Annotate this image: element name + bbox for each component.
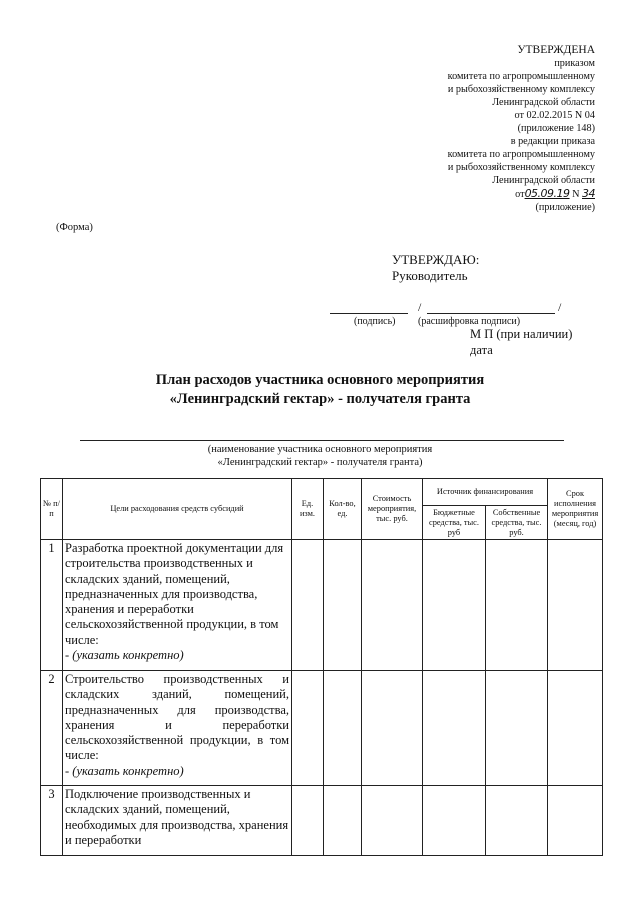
approval-line: и рыбохозяйственному комплексу <box>447 84 595 95</box>
cell-unit <box>292 671 324 786</box>
approval-line: (приложение 148) <box>517 123 595 134</box>
cell-own <box>486 786 548 856</box>
header-unit: Ед. изм. <box>292 479 324 540</box>
table-row <box>41 671 603 786</box>
approval-line: приказом <box>554 58 595 69</box>
handwritten-date: 05.09.19 <box>524 187 570 200</box>
participant-name-line <box>80 440 564 441</box>
number-prefix: N <box>572 189 580 200</box>
date-label: дата <box>470 343 493 357</box>
approval-line: комитета по агропромышленному <box>447 149 595 160</box>
cell-qty <box>324 786 362 856</box>
title-line-2: «Ленинградский гектар» - получателя гранта <box>169 391 471 407</box>
header-qty: Кол-во, ед. <box>324 479 362 540</box>
cell-budget <box>423 671 486 786</box>
participant-name-caption <box>80 443 560 469</box>
slash-2: / <box>558 300 562 314</box>
header-budget: Бюджетные средства, тыс. руб <box>423 506 486 540</box>
approval-header <box>448 44 595 214</box>
head-title: Руководитель <box>392 268 468 283</box>
expenses-table <box>40 478 603 856</box>
approval-line: комитета по агропромышленному <box>447 71 595 82</box>
slash-1: / <box>418 300 422 314</box>
cell-qty <box>324 540 362 671</box>
header-own: Собственные средства, тыс. руб. <box>486 506 548 540</box>
document-title <box>0 371 640 409</box>
cell-qty <box>324 671 362 786</box>
approval-line: Ленинградской области <box>492 97 595 108</box>
header-source: Источник финансирования <box>423 479 548 506</box>
approval-line: Ленинградской области <box>492 175 595 186</box>
handwritten-number: 34 <box>582 187 595 200</box>
seal-label: М П (при наличии) <box>470 327 573 341</box>
header-num: № п/п <box>41 479 63 540</box>
row-goal <box>63 786 292 856</box>
goal-specify: - (указать конкретно) <box>65 763 184 778</box>
row-goal <box>63 671 292 786</box>
approval-date-line <box>448 187 595 201</box>
cell-budget <box>423 540 486 671</box>
cell-term <box>548 671 603 786</box>
decoding-caption: (расшифровка подписи) <box>418 316 521 327</box>
approve-block <box>392 252 479 284</box>
cell-own <box>486 671 548 786</box>
cell-cost <box>362 671 423 786</box>
header-cost: Стоимость мероприятия, тыс. руб. <box>362 479 423 540</box>
approval-line: и рыбохозяйственному комплексу <box>447 162 595 173</box>
signature-line <box>330 313 408 314</box>
approval-title: УТВЕРЖДЕНА <box>517 44 595 56</box>
row-goal <box>63 540 292 671</box>
goal-text: Подключение производственных и складских зданий, помещений, необходимых для производства, хранения и переработки <box>65 787 289 847</box>
header-goals: Цели расходования средств субсидий <box>63 479 292 540</box>
signature-caption: (подпись) <box>354 316 396 327</box>
date-prefix: от <box>515 189 525 200</box>
table-row <box>41 786 603 856</box>
cell-cost <box>362 540 423 671</box>
cell-unit <box>292 786 324 856</box>
caption-line-2: «Ленинградский гектар» - получателя гранта) <box>217 457 423 468</box>
goal-text: Разработка проектной документации для строительства производственных и складских зданий, помещений, предназначенных для производства, хранения и переработки сельскохозяйственной продукции, в том числе: <box>65 541 284 647</box>
approval-appendix: (приложение) <box>535 202 595 213</box>
title-line-1: План расходов участника основного мероприятия <box>155 372 485 388</box>
caption-line-1: (наименование участника основного мероприятия <box>207 444 433 455</box>
row-number: 2 <box>41 671 63 786</box>
goal-specify: - (указать конкретно) <box>65 648 184 663</box>
cell-own <box>486 540 548 671</box>
cell-budget <box>423 786 486 856</box>
row-number: 3 <box>41 786 63 856</box>
cell-cost <box>362 786 423 856</box>
goal-text: Строительство производственных и складских зданий, помещений, предназначенных для производства, хранения и переработки сельскохозяйственной продукции, в том числе: <box>65 672 289 763</box>
header-term: Срок исполнения мероприятия (месяц, год) <box>548 479 603 540</box>
cell-unit <box>292 540 324 671</box>
cell-term <box>548 786 603 856</box>
row-number: 1 <box>41 540 63 671</box>
form-label: (Форма) <box>56 222 93 233</box>
approval-line: от 02.02.2015 N 04 <box>514 110 595 121</box>
cell-term <box>548 540 603 671</box>
decoding-line <box>427 313 555 314</box>
approval-line: в редакции приказа <box>510 136 595 147</box>
table-row <box>41 540 603 671</box>
approve-heading: УТВЕРЖДАЮ: <box>392 252 480 267</box>
